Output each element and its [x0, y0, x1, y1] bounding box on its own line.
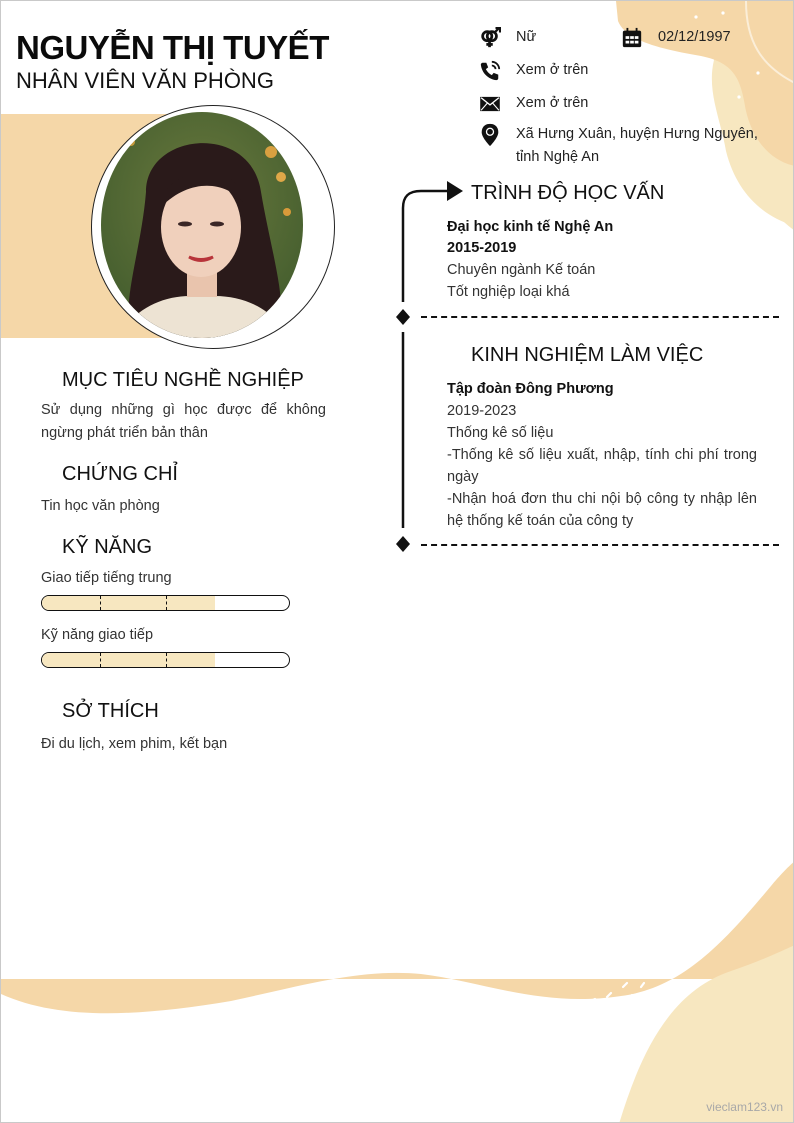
experience-role: Thống kê số liệu [447, 425, 554, 441]
education-major: Chuyên ngành Kế toán [447, 262, 596, 278]
experience-duty-2: -Nhận hoá đơn thu chi nội bộ công ty nhập lên [447, 491, 757, 507]
candidate-name: NGUYỄN THỊ TUYẾT [16, 29, 329, 66]
contact-gender [478, 26, 536, 50]
skill-name: Giao tiếp tiếng trung [41, 570, 172, 586]
skill-level-bar [41, 652, 290, 668]
address-line-1: Xã Hưng Xuân, huyện Hưng Nguyên, [516, 126, 758, 142]
avatar-photo [101, 112, 303, 338]
skill-level-fill [42, 596, 215, 610]
skill-level-fill [42, 653, 215, 667]
contact-address [478, 123, 758, 169]
education-heading: TRÌNH ĐỘ HỌC VẤN [471, 182, 665, 204]
address-line-2: tỉnh Nghệ An [516, 149, 600, 165]
location-pin-icon [478, 123, 502, 147]
calendar-icon [620, 26, 644, 50]
hobbies-text: Đi du lịch, xem phim, kết bạn [41, 736, 228, 752]
experience-duty-2-cont: hệ thống kế toán của công ty [447, 513, 634, 529]
skill-level-tick [100, 596, 101, 610]
skill-name: Kỹ năng giao tiếp [41, 627, 154, 643]
education-result: Tốt nghiệp loại khá [447, 284, 570, 300]
contact-email [478, 92, 588, 116]
experience-duty-1-cont: ngày [447, 469, 479, 485]
education-period: 2015-2019 [447, 240, 517, 256]
skill-level-tick [166, 596, 167, 610]
mail-icon [478, 92, 502, 116]
skill-level-tick [166, 653, 167, 667]
objective-text: Sử dụng những gì học được để không ngừng phát triển bản thân [41, 402, 326, 441]
gender-value: Nữ [516, 29, 537, 45]
objective-heading: MỤC TIÊU NGHỀ NGHIỆP [62, 369, 304, 391]
gender-icon [478, 26, 502, 50]
experience-company: Tập đoàn Đông Phương [447, 381, 614, 397]
certificates-text: Tin học văn phòng [41, 498, 160, 514]
hobbies-heading: SỞ THÍCH [62, 700, 159, 722]
skills-heading: KỸ NĂNG [62, 536, 153, 558]
education-school: Đại học kinh tế Nghệ An [447, 219, 614, 235]
watermark: vieclam123.vn [706, 1100, 783, 1114]
contact-phone [478, 59, 588, 83]
certificates-heading: CHỨNG CHỈ [62, 463, 178, 485]
skill-level-bar [41, 595, 290, 611]
section-divider [421, 316, 779, 318]
birthday-value: 02/12/1997 [658, 29, 731, 45]
experience-duty-1: -Thống kê số liệu xuất, nhập, tính chi phí trong [447, 447, 757, 463]
skill-level-tick [100, 653, 101, 667]
experience-period: 2019-2023 [447, 403, 517, 419]
phone-value: Xem ở trên [516, 62, 589, 78]
experience-heading: KINH NGHIỆM LÀM VIỆC [471, 344, 704, 366]
email-value: Xem ở trên [516, 95, 589, 111]
contact-birthday [620, 26, 731, 50]
phone-icon [478, 59, 502, 83]
job-title: NHÂN VIÊN VĂN PHÒNG [16, 68, 274, 93]
section-divider [421, 544, 779, 546]
